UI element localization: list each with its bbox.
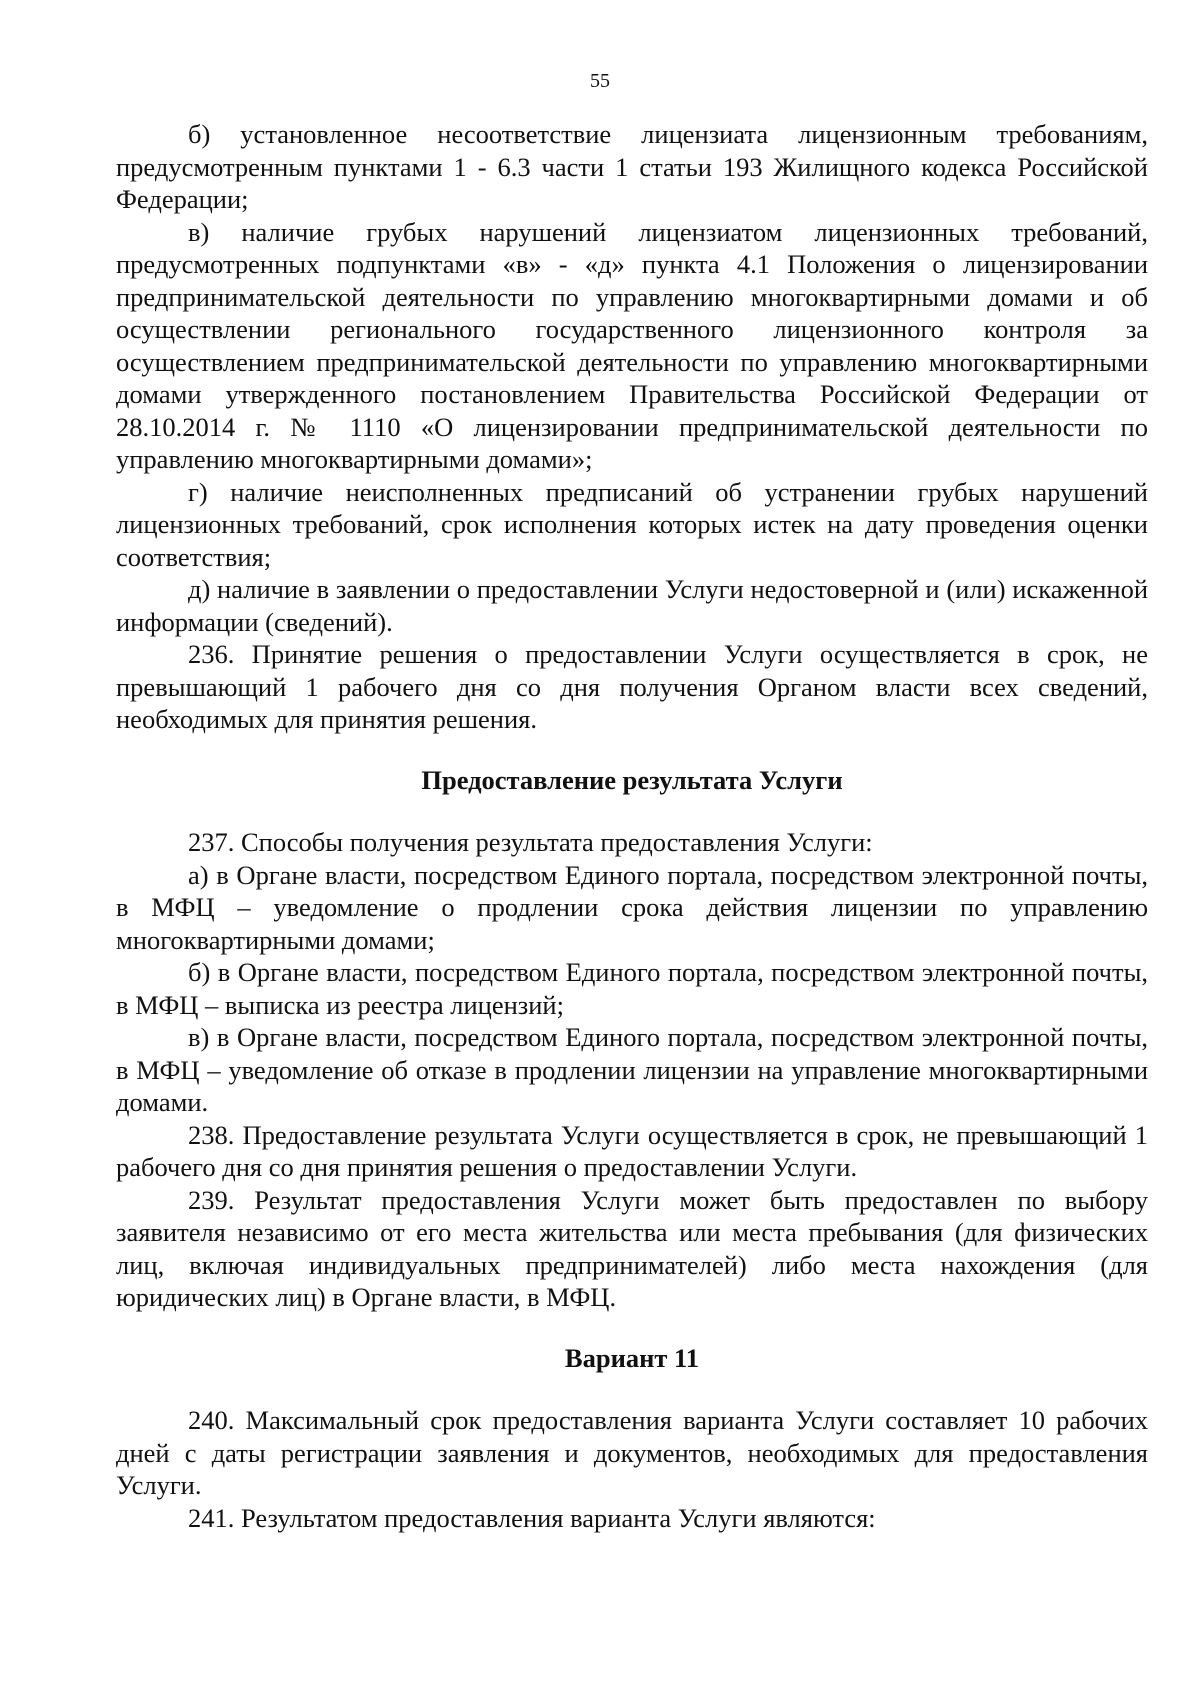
paragraph-237-a: а) в Органе власти, посредством Единого портала, посредством электронной почты, в МФЦ – уведомление о продлении срока действия лицензии по управлению многоквартирными домами; [116, 859, 1148, 955]
paragraph-237: 237. Способы получения результата предоставления Услуги: [188, 827, 873, 857]
page-number: 55 [590, 70, 610, 92]
paragraph-b-noncompliance: б) установленное несоответствие лицензиата лицензионным требованиям, предусмотренным пунктами 1 - 6.3 части 1 статьи 193 Жилищного кодекса Российской Федерации; [116, 119, 1148, 214]
paragraph-241: 241. Результатом предоставления варианта Услуги являются: [188, 1502, 876, 1533]
paragraph-d-false-info: д) наличие в заявлении о предоставлении Услуги недостоверной и (или) искаженной информации (сведений). [116, 574, 1148, 637]
paragraph-237-v: в) в Органе власти, посредством Единого портала, посредством электронной почты, в МФЦ – уведомление об отказе в продлении лицензии на управление многоквартирными домами. [116, 1022, 1148, 1117]
paragraph-236: 236. Принятие решения о предоставлении Услуги осуществляется в срок, не превышающий 1 рабочего дня со дня получения Органом власти всех сведений, необходимых для принятия решения. [116, 639, 1148, 734]
document-body [116, 118, 1148, 1534]
paragraph-240: 240. Максимальный срок предоставления варианта Услуги составляет 10 рабочих дней с даты регистрации заявления и документов, необходимых для предоставления Услуги. [116, 1405, 1148, 1500]
paragraph-g-unfulfilled-orders: г) наличие неисполненных предписаний об устранении грубых нарушений лицензионных требований, срок исполнения которых истек на дату проведения оценки соответствия; [116, 476, 1148, 572]
paragraph-238: 238. Предоставление результата Услуги осуществляется в срок, не превышающий 1 рабочего дня со дня принятия решения о предоставлении Услуги. [116, 1119, 1148, 1182]
paragraph-237-b: б) в Органе власти, посредством Единого портала, посредством электронной почты, в МФЦ – выписка из реестра лицензий; [116, 957, 1148, 1020]
section-heading-result: Предоставление результата Услуги [421, 764, 843, 795]
section-heading-variant-11: Вариант 11 [564, 1342, 700, 1373]
paragraph-v-violations: в) наличие грубых нарушений лицензиатом лицензионных требований, предусмотренных подпунктами «в» - «д» пункта 4.1 Положения о лицензировании предпринимательской деятельности по управлению многоквартирными домами и об осуществлении регионального государственного лицензионного контроля за осуществлением предпринимательской деятельности по управлению многоквартирными домами утвержденного постановлением Правительства Российской Федерации от 28.10.2014 г. № 1110 «О лицензировании предпринимательской деятельности по управлению многоквартирными домами»; [116, 216, 1148, 474]
paragraph-239: 239. Результат предоставления Услуги может быть предоставлен по выбору заявителя независимо от его места жительства или места пребывания (для физических лиц, включая индивидуальных предпринимателей) либо места нахождения (для юридических лиц) в Органе власти, в МФЦ. [116, 1184, 1148, 1312]
